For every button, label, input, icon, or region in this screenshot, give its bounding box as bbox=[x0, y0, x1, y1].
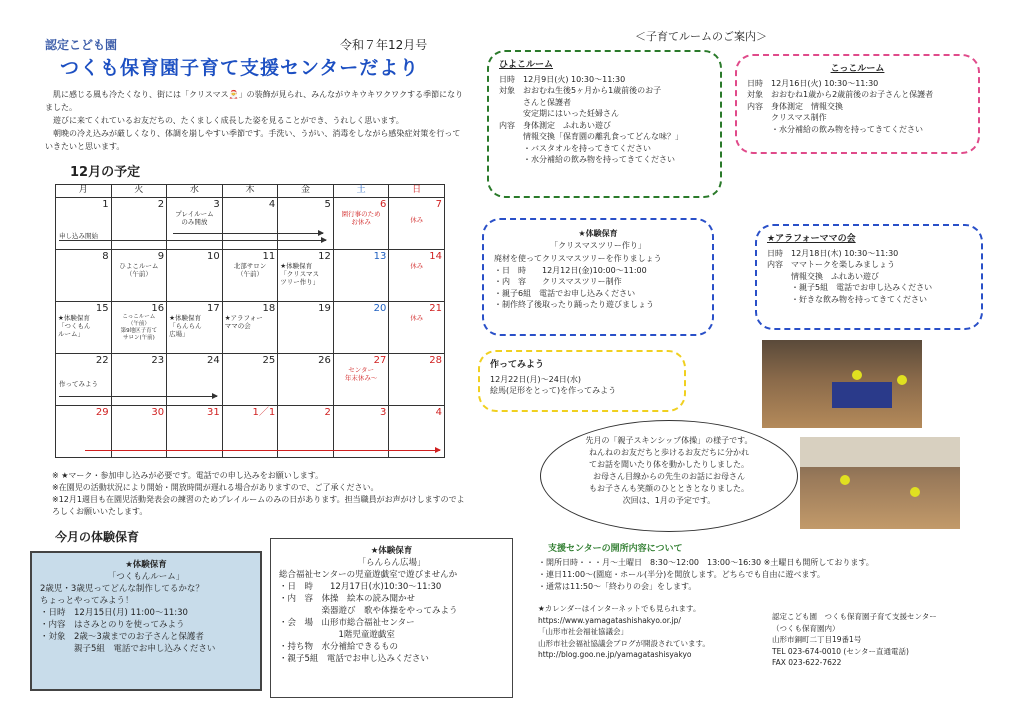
speech-bubble bbox=[540, 420, 798, 532]
notes bbox=[52, 470, 472, 518]
center-info bbox=[538, 557, 1008, 593]
cal-cell: 4 bbox=[389, 405, 445, 457]
photo-face-icon bbox=[852, 370, 862, 380]
room-arafo bbox=[755, 224, 983, 330]
calendar-heading: 12月の予定 bbox=[70, 165, 141, 180]
note-line: ※12月1週目も在園児活動発表会の練習のためプレイルームのみの日があります。担当職員がお声がけしますのでよろしくお願いいたします。 bbox=[52, 495, 465, 516]
box-subtitle: 「つくもんルーム」 bbox=[107, 572, 185, 582]
cal-cell: 19 bbox=[278, 301, 334, 353]
room-body: 日時 12月16日(火) 10:30～11:30 対象 おおむね1歳から2歳前後のお子さんと保護者 内容 身体測定 情報交換 クリスマス制作 ・水分補給の飲み物を持ってきてください bbox=[747, 78, 934, 134]
footer-links: ★カレンダーはインターネットでも見られます。 https://www.yamagatashishakyo.or.jp/ 「山形市社会福祉協議会」 山形市社会福祉協議会ブログが開設されています。 http://blog.goo.ne.jp/yamagatashisyakyo bbox=[538, 604, 710, 659]
photo-face-icon bbox=[910, 487, 920, 497]
cal-event: こっこルーム （午前） 第9地区子育て サロン(午前) bbox=[120, 313, 158, 341]
cal-cell: 2 bbox=[278, 405, 334, 457]
cal-cell: 12 ★体験保育 「クリスマス ツリー作り」 bbox=[278, 249, 334, 301]
cal-cell: 2 bbox=[111, 197, 167, 249]
cal-event: 休み bbox=[410, 261, 424, 270]
box-title: ★体験保育 bbox=[370, 546, 413, 556]
issue-date: 令和７年12月号 bbox=[340, 38, 428, 52]
center-line: ・通常は11:50～「終わりの会」をします。 bbox=[538, 582, 697, 591]
center-line: ・開所日時・・・月～土曜日 8:30～12:00 13:00～16:30 ※土曜日も開所しております。 bbox=[538, 558, 874, 567]
box-title: ★体験保育 bbox=[578, 229, 618, 238]
cal-cell: 29 bbox=[56, 405, 112, 457]
photo-mat bbox=[832, 382, 892, 408]
room-body: 廃材を使ってクリスマスツリーを作りましょう ・日 時 12月12日(金)10:00～11:00 ・内 容 クリスマスツリー制作 ・親子6組 電話でお申し込みください ・制作終了後取ったり踊ったり遊びましょう bbox=[494, 254, 662, 309]
intro-text bbox=[45, 88, 465, 153]
room-tsukutte bbox=[478, 350, 686, 412]
cal-cell: 22 作ってみよう bbox=[56, 353, 112, 405]
cal-event: 作ってみよう bbox=[59, 379, 98, 388]
cal-event: プレイルーム のみ開放 bbox=[175, 209, 214, 226]
cal-cell: 18 ★アラフォー ママの会 bbox=[222, 301, 278, 353]
label-nintei: 認定こども園 bbox=[45, 38, 118, 52]
cal-cell: 14 休み bbox=[389, 249, 445, 301]
box-title: ★体験保育 bbox=[125, 560, 167, 570]
cal-event: ★体験保育 「つくもん ルーム」 bbox=[58, 313, 91, 338]
cal-event: ★アラフォー ママの会 bbox=[224, 313, 263, 330]
footer-org: 認定こども園 つくも保育園子育て支援センター （つくも保育園内） 山形市銅町二丁目19番1号 TEL 023-674-0010 (センター直通電話) FAX 023-622-7622 bbox=[772, 612, 937, 667]
room-hiyoko bbox=[487, 50, 722, 198]
room-kokko bbox=[735, 54, 980, 154]
room-title: こっこルーム bbox=[830, 64, 885, 74]
cal-event: 北部サロン （午前） bbox=[233, 261, 267, 278]
intro-line: 遊びに来てくれているお友だちの、たくましく成長した姿を見ることができ、うれしく思います。 bbox=[53, 116, 404, 125]
cal-event: 園行事のため お休み bbox=[341, 209, 381, 226]
intro-line: 朝晩の冷え込みが厳しくなり、体調を崩しやすい季節です。手洗い、うがい、消毒をしながら感染症対策を行っていきたいと思います。 bbox=[45, 129, 461, 151]
cal-cell: 31 bbox=[167, 405, 223, 457]
photo-face-icon bbox=[840, 475, 850, 485]
cal-cell: 24 bbox=[167, 353, 223, 405]
cal-cell: 9 ひよこルーム （午前） bbox=[111, 249, 167, 301]
cal-cell: 30 bbox=[111, 405, 167, 457]
cal-cell: 25 bbox=[222, 353, 278, 405]
weekday: 月 bbox=[56, 185, 112, 198]
weekday: 土 bbox=[333, 185, 389, 198]
cal-cell: 5 bbox=[278, 197, 334, 249]
experience-box-ranran bbox=[270, 538, 513, 698]
box-body: 2歳児・3歳児ってどんな制作してるかな？ ちょっとやってみよう！ ・日時 12月15日(月) 11:00～11:30 ・内容 はさみとのりを使ってみよう ・対象 2歳～3歳までのお子さんと保護者 親子5組 電話でお申し込みください bbox=[40, 584, 216, 654]
cal-cell: 23 bbox=[111, 353, 167, 405]
cal-event: ひよこルーム （午前） bbox=[119, 261, 159, 278]
weekday: 火 bbox=[111, 185, 167, 198]
cal-cell: 13 bbox=[333, 249, 389, 301]
room-title: ひよこルーム bbox=[499, 60, 554, 70]
weekday: 金 bbox=[278, 185, 334, 198]
note-line: ※在園児の活動状況により開始・開放時間が遅れる場合がありますので、ご了承ください。 bbox=[52, 483, 379, 492]
cal-cell: 17 ★体験保育 「らんらん 広場」 bbox=[167, 301, 223, 353]
cal-event: 休み bbox=[410, 215, 424, 224]
cal-cell: 1 申し込み開始 bbox=[56, 197, 112, 249]
weekday: 日 bbox=[389, 185, 445, 198]
box-body: 総合福祉センターの児童遊戯室で遊びませんか ・日 時 12月17日(水)10:30～11:30 ・内 容 体操 絵本の読み聞かせ 楽器遊び 歌や体操をやってみよう ・会 場 山形市総合福祉センター 1階児童遊戯室 ・持ち物 水分補給できるもの ・親子5組 電話でお申し込みください bbox=[279, 570, 458, 664]
cal-cell: 16 こっこルーム （午前） 第9地区子育て サロン(午前) bbox=[111, 301, 167, 353]
rooms-heading: ＜子育てルームのご案内＞ bbox=[635, 30, 767, 43]
cal-cell: 21 休み bbox=[389, 301, 445, 353]
intro-line: 肌に感じる風も冷たくなり、街には「クリスマス🎅」の装飾が見られ、みんながウキウキワクワクする季節になりました。 bbox=[45, 90, 464, 112]
cal-cell: 11 北部サロン （午前） bbox=[222, 249, 278, 301]
room-body: 12月22日(月)～24日(水) 絵馬(足形をとって)を作ってみよう bbox=[490, 374, 617, 395]
cal-event: ★体験保育 「らんらん 広場」 bbox=[169, 313, 202, 338]
cal-cell: 3 bbox=[333, 405, 389, 457]
experience-heading: 今月の体験保育 bbox=[55, 530, 140, 544]
bubble-text: 先月の「親子スキンシップ体操」の様子です。 ねんねのお友だちと歩けるお友だちに分かれ てお話を聞いたり体を動かしたりしました。 お母さん目線からの先生のお話にお母さん もお子さんも笑顔のひとときとなりました。 次回は、1月の予定です。 bbox=[585, 436, 753, 505]
cal-cell: 28 bbox=[389, 353, 445, 405]
cal-cell: 1／1 bbox=[222, 405, 278, 457]
note-line: ※ ★マーク・参加申し込みが必要です。電話での申し込みをお願いします。 bbox=[52, 471, 324, 480]
page-title: つくも保育園子育て支援センターだより bbox=[60, 57, 420, 79]
cal-event: ★体験保育 「クリスマス ツリー作り」 bbox=[280, 261, 320, 286]
cal-cell: 10 bbox=[167, 249, 223, 301]
cal-cell: 20 bbox=[333, 301, 389, 353]
cal-event: センター 年末休み～ bbox=[344, 365, 378, 382]
photo-activity-2 bbox=[800, 437, 960, 529]
cal-cell: 7 休み bbox=[389, 197, 445, 249]
center-heading: 支援センターの開所内容について bbox=[548, 544, 683, 554]
arrow-week1b bbox=[173, 233, 323, 234]
cal-cell: 15 ★体験保育 「つくもん ルーム」 bbox=[56, 301, 112, 353]
arrow-week5 bbox=[85, 450, 440, 451]
photo-activity-1 bbox=[762, 340, 922, 428]
cal-event: 申し込み開始 bbox=[59, 231, 98, 240]
box-subtitle: 「クリスマスツリー作り」 bbox=[550, 240, 646, 250]
cal-cell: 27 センター 年末休み～ bbox=[333, 353, 389, 405]
weekday: 水 bbox=[167, 185, 223, 198]
box-subtitle: 「らんらん広場」 bbox=[357, 558, 426, 568]
photo-face-icon bbox=[897, 375, 907, 385]
arrow-week1 bbox=[59, 240, 326, 241]
room-christmas-tree bbox=[482, 218, 714, 336]
photo-wall bbox=[800, 437, 960, 467]
center-line: ・連日11:00～(園庭・ホール(半分)を開放します。どちらでも自由に遊べます。 bbox=[538, 570, 825, 579]
experience-box-tsukumon bbox=[30, 551, 262, 691]
room-title: 作ってみよう bbox=[490, 360, 545, 370]
cal-cell: 26 bbox=[278, 353, 334, 405]
cal-cell: 4 bbox=[222, 197, 278, 249]
calendar bbox=[55, 184, 445, 458]
room-body: 日時 12月9日(火) 10:30～11:30 対象 おおむね生後5ヶ月から1歳前後のお子 さんと保護者 安定期にはいった妊婦さん 内容 身体測定 ふれあい遊び 情報交換「保育園の離乳食ってどんな味？」 ・バスタオルを持ってきてください ・水分補給の飲み物を持ってきてください bbox=[499, 74, 683, 164]
cal-event: 休み bbox=[410, 313, 424, 322]
cal-cell: 6 園行事のため お休み bbox=[333, 197, 389, 249]
cal-cell: 3 プレイルーム のみ開放 bbox=[167, 197, 223, 249]
room-body: 日時 12月18日(木) 10:30～11:30 内容 ママトークを楽しみましょう 情報交換 ふれあい遊び ・親子5組 電話でお申し込みください ・好きな飲み物を持ってきてください bbox=[767, 248, 933, 304]
room-title: ★アラフォーママの会 bbox=[767, 234, 856, 244]
weekday: 木 bbox=[222, 185, 278, 198]
cal-cell: 8 bbox=[56, 249, 112, 301]
arrow-week4 bbox=[59, 396, 217, 397]
